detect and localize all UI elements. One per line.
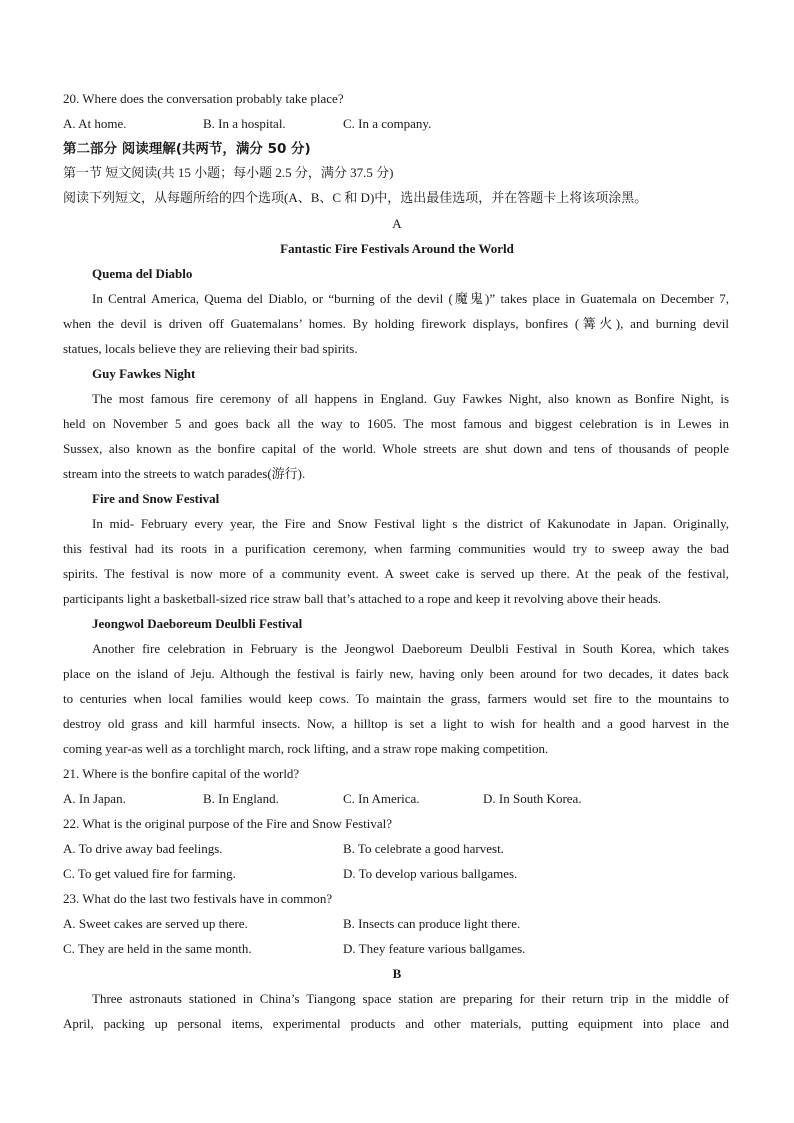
q20-option-a: A. At home. bbox=[63, 116, 127, 131]
part2-heading: 第二部分 阅读理解(共两节，满分 50 分) bbox=[63, 141, 311, 157]
q21-option-c: C. In America. bbox=[343, 791, 420, 806]
paragraph-line: place on the island of Jeju. Although the festival is fairly new, having only been around for two decades, it dates back bbox=[63, 666, 729, 681]
paragraph-line: when the devil is driven off Guatemalans’ homes. By holding firework displays, bonfires (篝火), and burning devil bbox=[63, 316, 729, 331]
paragraph-line: April, packing up personal items, experimental products and other materials, putting equipment into place and bbox=[63, 1016, 729, 1031]
q23-option-d: D. They feature various ballgames. bbox=[343, 941, 526, 956]
q23-option-c: C. They are held in the same month. bbox=[63, 941, 252, 956]
q22-question: 22. What is the original purpose of the Fire and Snow Festival? bbox=[63, 816, 393, 831]
paragraph-line: destroy old grass and kill harmful insects. Now, a hilltop is set a light to wish for health and a good harvest in the bbox=[63, 716, 729, 731]
paragraph-line: The most famous fire ceremony of all happens in England. Guy Fawkes Night, also known as Bonfire Night, is bbox=[92, 391, 729, 406]
q22-option-c: C. To get valued fire for farming. bbox=[63, 866, 236, 881]
section-heading: Guy Fawkes Night bbox=[92, 366, 196, 381]
paragraph-line: participants light a basketball-sized rice straw ball that’s attached to a rope and keep it revolving above their heads. bbox=[63, 591, 662, 606]
paragraph-line: Sussex, also known as the bonfire capital of the world. Whole streets are shut down and tens of thousands of people bbox=[63, 441, 729, 456]
q21-question: 21. Where is the bonfire capital of the world? bbox=[63, 766, 300, 781]
q20-question: 20. Where does the conversation probably take place? bbox=[63, 91, 344, 106]
paragraph-line: stream into the streets to watch parades(游行). bbox=[63, 466, 306, 481]
q22-option-a: A. To drive away bad feelings. bbox=[63, 841, 223, 856]
section-heading: Quema del Diablo bbox=[92, 266, 193, 281]
q22-option-b: B. To celebrate a good harvest. bbox=[343, 841, 504, 856]
paragraph-line: In mid- February every year, the Fire and Snow Festival light s the district of Kakunodate in Japan. Originally, bbox=[92, 516, 729, 531]
paragraph-line: Another fire celebration in February is the Jeongwol Daeboreum Deulbli Festival in South Korea, which takes bbox=[92, 641, 729, 656]
q21-option-b: B. In England. bbox=[203, 791, 279, 806]
paragraph-line: coming year-as well as a torchlight march, rock lifting, and a straw rope making competition. bbox=[63, 741, 549, 756]
paragraph-line: this festival had its roots in a purification ceremony, when farming communities would try to sweep away the bad bbox=[63, 541, 729, 556]
section1-heading: 第一节 短文阅读(共 15 小题；每小题 2.5 分，满分 37.5 分) bbox=[63, 165, 394, 180]
instruction-text: 阅读下列短文，从每题所给的四个选项(A、B、C 和 D)中，选出最佳选项，并在答题卡上将该项涂黑。 bbox=[63, 190, 648, 205]
passage-a-title: Fantastic Fire Festivals Around the World bbox=[280, 241, 514, 256]
passage-b-letter: B bbox=[392, 966, 402, 981]
q23-option-b: B. Insects can produce light there. bbox=[343, 916, 521, 931]
q20-option-c: C. In a company. bbox=[343, 116, 432, 131]
q21-option-d: D. In South Korea. bbox=[483, 791, 582, 806]
paragraph-line: statues, locals believe they are relieving their bad spirits. bbox=[63, 341, 358, 356]
paragraph-line: spirits. The festival is now more of a community event. A sweet cake is served up there. At the peak of the festival, bbox=[63, 566, 729, 581]
section-heading: Fire and Snow Festival bbox=[92, 491, 220, 506]
section-heading: Jeongwol Daeboreum Deulbli Festival bbox=[92, 616, 303, 631]
paragraph-line: Three astronauts stationed in China’s Tiangong space station are preparing for their return trip in the middle of bbox=[92, 991, 729, 1006]
q23-question: 23. What do the last two festivals have in common? bbox=[63, 891, 333, 906]
q20-option-b: B. In a hospital. bbox=[203, 116, 286, 131]
q23-option-a: A. Sweet cakes are served up there. bbox=[63, 916, 248, 931]
paragraph-line: to centuries when local families would keep cows. To maintain the grass, farmers would set fire to the mountains to bbox=[63, 691, 729, 706]
paragraph-line: held on November 5 and goes back all the way to 1605. The most famous and biggest celebration is in Lewes in bbox=[63, 416, 729, 431]
paragraph-line: In Central America, Quema del Diablo, or “burning of the devil (魔鬼)” takes place in Guatemala on December 7, bbox=[92, 291, 729, 306]
q22-option-d: D. To develop various ballgames. bbox=[343, 866, 518, 881]
passage-a-letter: A bbox=[392, 216, 402, 231]
q21-option-a: A. In Japan. bbox=[63, 791, 126, 806]
